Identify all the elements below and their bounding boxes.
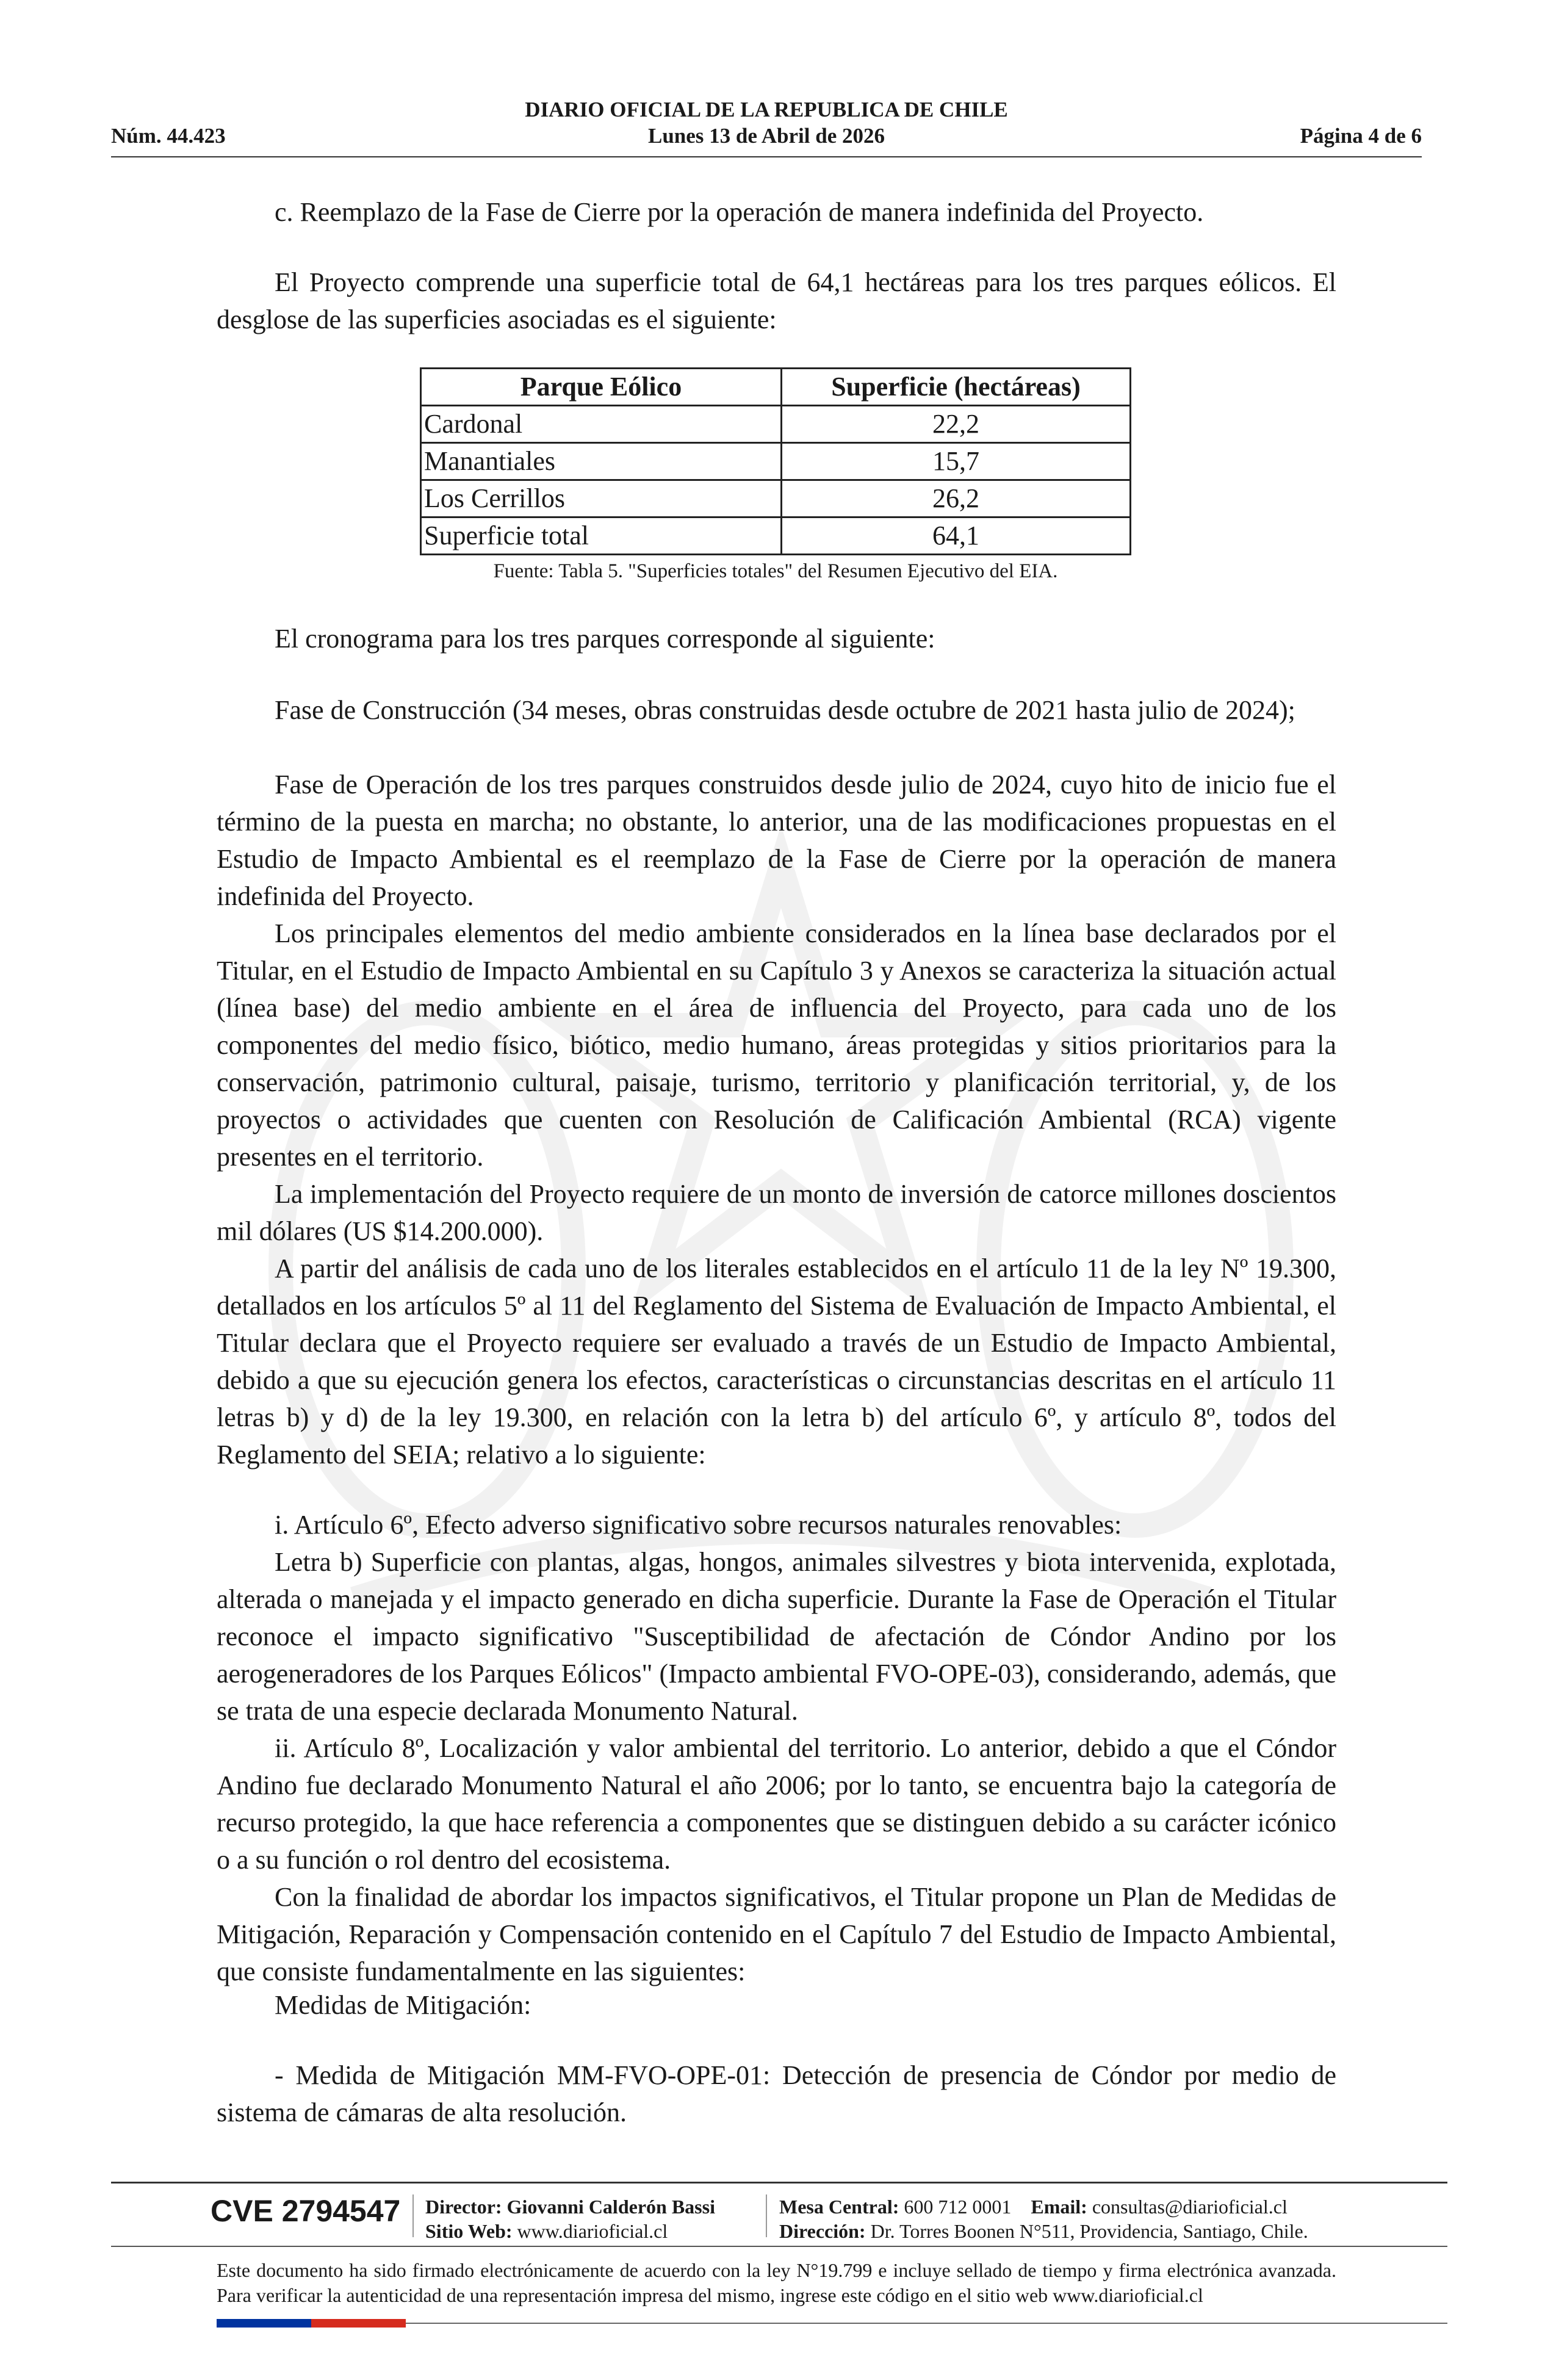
paragraph: La implementación del Proyecto requiere de un monto de inversión de catorce millones doscientos mil dólares (US $14.200.000). — [217, 1179, 1336, 1246]
page-number: Página 4 de 6 — [1300, 124, 1422, 148]
header-row — [111, 124, 1422, 153]
footer-separator — [766, 2194, 767, 2237]
website-label: Sitio Web: — [425, 2220, 513, 2242]
list-item: - Medida de Mitigación MM-FVO-OPE-01: Detección de presencia de Cóndor por medio de sistema de cámaras de alta resolución. — [217, 2060, 1336, 2127]
table-row — [421, 517, 1131, 555]
header-title: DIARIO OFICIAL DE LA REPUBLICA DE CHILE — [525, 98, 1008, 121]
footer-director-block — [425, 2194, 715, 2243]
issue-date: Lunes 13 de Abril de 2026 — [648, 124, 885, 148]
table-cell: 64,1 — [782, 517, 1131, 555]
table-row — [421, 406, 1131, 443]
table-row — [421, 480, 1131, 517]
table-cell: 15,7 — [782, 443, 1131, 480]
surface-table — [420, 367, 1131, 555]
header-divider — [111, 156, 1422, 157]
footer-bottom-line — [406, 2323, 1447, 2324]
mesa-label: Mesa Central: — [779, 2196, 899, 2218]
paragraph: c. Reemplazo de la Fase de Cierre por la operación de manera indefinida del Proyecto. — [275, 197, 1204, 227]
cve-code: CVE 2794547 — [211, 2194, 401, 2228]
paragraph: A partir del análisis de cada uno de los literales establecidos en el artículo 11 de la ley Nº 19.300, detallados en los artículos 5º al 11 del Reglamento del Sistema de Evaluación de Impacto Ambiental, el Titular declara que el Proyecto requiere ser evaluado a través de un Estudio de Impacto Ambiental, debido a que su ejecución genera los efectos, características o circunstancias descritas en el artículo 11 letras b) y d) de la ley 19.300, en relación con la letra b) del artículo 6º, y artículo 8º, todos del Reglamento del SEIA; relativo a lo siguiente: — [217, 1253, 1336, 1469]
paragraph: Fase de Construcción (34 meses, obras construidas desde octubre de 2021 hasta julio de 2024); — [275, 695, 1295, 725]
table-row — [421, 443, 1131, 480]
signature-note: Este documento ha sido firmado electrónicamente de acuerdo con la ley N°19.799 e incluye sellado de tiempo y firma electrónica avanzada. Para verificar la autenticidad de una representación impresa del mismo, ingrese este código en el sitio web www.diarioficial.cl — [217, 2259, 1336, 2306]
column-header: Superficie (hectáreas) — [782, 369, 1131, 406]
table-cell: Los Cerrillos — [421, 480, 782, 517]
address-label: Dirección: — [779, 2220, 866, 2242]
list-item: ii. Artículo 8º, Localización y valor ambiental del territorio. Lo anterior, debido a que el Cóndor Andino fue declarado Monumento Natural el año 2006; por lo tanto, se encuentra bajo la categoría de recurso protegido, la que hace referencia a componentes que se distinguen debido a su carácter icónico o a su función o rol dentro del ecosistema. — [217, 1733, 1336, 1875]
table-cell: Superficie total — [421, 517, 782, 555]
footer-divider — [111, 2246, 1447, 2247]
table-cell: 26,2 — [782, 480, 1131, 517]
mesa-phone: 600 712 0001 — [904, 2196, 1012, 2218]
table-header-row — [421, 369, 1131, 406]
footer-contact-block — [779, 2194, 1308, 2243]
email-link[interactable]: consultas@diarioficial.cl — [1092, 2196, 1288, 2218]
website-link[interactable]: www.diarioficial.cl — [517, 2220, 668, 2242]
column-header: Parque Eólico — [421, 369, 782, 406]
email-label: Email: — [1031, 2196, 1087, 2218]
paragraph: El Proyecto comprende una superficie total de 64,1 hectáreas para los tres parques eólicos. El desglose de las superficies asociadas es el siguiente: — [217, 267, 1336, 334]
table-source-note: Fuente: Tabla 5. "Superficies totales" del Resumen Ejecutivo del EIA. — [493, 560, 1058, 582]
list-item: i. Artículo 6º, Efecto adverso significativo sobre recursos naturales renovables: — [275, 1510, 1122, 1540]
table-cell: Manantiales — [421, 443, 782, 480]
table-cell: Cardonal — [421, 406, 782, 443]
table-cell: 22,2 — [782, 406, 1131, 443]
director-label: Director: — [425, 2196, 502, 2218]
paragraph: Con la finalidad de abordar los impactos significativos, el Titular propone un Plan de Medidas de Mitigación, Reparación y Compensación contenido en el Capítulo 7 del Estudio de Impacto Ambiental, que consiste fundamentalmente en las siguientes: — [217, 1882, 1336, 1986]
paragraph: Fase de Operación de los tres parques construidos desde julio de 2024, cuyo hito de inicio fue el término de la puesta en marcha; no obstante, lo anterior, una de las modificaciones propuestas en el Estudio de Impacto Ambiental es el reemplazo de la Fase de Cierre por la operación de manera indefinida del Proyecto. — [217, 770, 1336, 911]
section-heading: Medidas de Mitigación: — [275, 1990, 531, 2020]
issue-number: Núm. 44.423 — [111, 124, 226, 148]
flag-bar-red — [311, 2319, 406, 2328]
address: Dr. Torres Boonen N°511, Providencia, Santiago, Chile. — [870, 2220, 1308, 2242]
paragraph: Letra b) Superficie con plantas, algas, hongos, animales silvestres y biota intervenida, explotada, alterada o manejada y el impacto generado en dicha superficie. Durante la Fase de Operación el Titular reconoce el impacto significativo "Susceptibilidad de afectación de Cóndor Andino por los aerogeneradores de los Parques Eólicos" (Impacto ambiental FVO-OPE-03), considerando, además, que se trata de una especie declarada Monumento Natural. — [217, 1547, 1336, 1726]
footer-separator — [412, 2194, 414, 2237]
paragraph: El cronograma para los tres parques corresponde al siguiente: — [275, 624, 935, 654]
flag-bar-blue — [217, 2319, 311, 2328]
paragraph: Los principales elementos del medio ambiente considerados en la línea base declarados por el Titular, en el Estudio de Impacto Ambiental en su Capítulo 3 y Anexos se caracteriza la situación actual (línea base) del medio ambiente en el área de influencia del Proyecto, para cada uno de los componentes del medio físico, biótico, medio humano, áreas protegidas y sitios prioritarios para la conservación, patrimonio cultural, paisaje, turismo, territorio y planificación territorial, y, de los proyectos o actividades que cuenten con Resolución de Calificación Ambiental (RCA) vigente presentes en el territorio. — [217, 918, 1336, 1172]
footer-divider — [111, 2182, 1447, 2183]
director-name: Giovanni Calderón Bassi — [506, 2196, 715, 2218]
